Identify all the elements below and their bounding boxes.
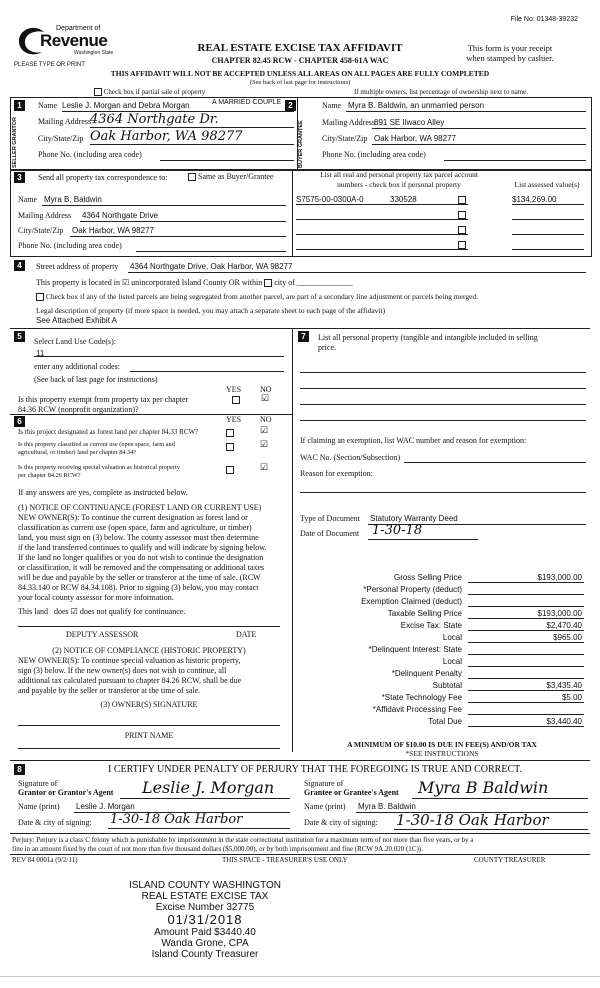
segregated-line: Check box if any of the listed parcels are being segregated from another parcel, are part of a secondary line adjustment or parcels being merged. xyxy=(36,292,478,301)
buyer-city[interactable]: Oak Harbor, WA 98277 xyxy=(374,134,456,143)
parcel-number-2[interactable]: 330528 xyxy=(390,195,417,204)
seller-grantor-label: SELLER GRANTOR xyxy=(12,117,18,168)
tax-row-label: Local xyxy=(442,657,462,666)
grantor-print-name[interactable]: Leslie J. Morgan xyxy=(76,802,135,811)
same-as-buyer-checkbox[interactable] xyxy=(188,173,196,181)
historic-yes-checkbox[interactable] xyxy=(226,466,234,474)
please-type: PLEASE TYPE OR PRINT xyxy=(14,62,85,68)
personal-property-checkbox-3[interactable] xyxy=(458,226,466,234)
correspondence-city[interactable]: Oak Harbor, WA 98277 xyxy=(72,226,154,235)
tax-row-value[interactable]: $193,000.00 xyxy=(537,573,582,582)
buyer-name[interactable]: Myra B. Baldwin, an unmarried person xyxy=(348,101,485,110)
segregated-checkbox[interactable] xyxy=(36,293,44,301)
tax-row-label: Excise Tax: State xyxy=(400,621,462,630)
seller-city[interactable]: Oak Harbor, WA 98277 xyxy=(90,129,243,144)
grantor-date-city[interactable]: 1-30-18 Oak Harbor xyxy=(110,812,243,827)
same-as-buyer-option[interactable]: Same as Buyer/Grantee xyxy=(188,172,274,181)
rev-number: REV 84 0001a (9/2/11) xyxy=(12,856,78,864)
tax-row-value[interactable]: $3,440.40 xyxy=(546,717,582,726)
tax-row-underline xyxy=(468,582,584,583)
personal-property-checkbox-1[interactable] xyxy=(458,196,466,204)
current-use-no-checkbox[interactable]: ☑ xyxy=(260,439,269,449)
exempt-yes-checkbox[interactable] xyxy=(232,396,240,404)
tax-row-label: Local xyxy=(442,633,462,642)
does-checkbox[interactable]: ☑ xyxy=(70,607,78,616)
forest-yes-checkbox[interactable] xyxy=(226,429,234,437)
parcel-number-1[interactable]: S7575-00-0300A-0 xyxy=(296,195,364,204)
document-date[interactable]: 1-30-18 xyxy=(372,523,423,538)
forest-no-checkbox[interactable]: ☑ xyxy=(260,425,269,435)
city-checkbox[interactable] xyxy=(264,279,272,287)
document-type[interactable]: Statutory Warranty Deed xyxy=(370,514,458,523)
location-line: This property is located in ☑ unincorporated Island County OR within city of ______________ xyxy=(36,278,353,287)
minimum-fee-note: A MINIMUM OF $10.00 IS DUE IN FEE(S) AND/OR TAX xyxy=(347,740,537,749)
tax-row-label: *Personal Property (deduct) xyxy=(363,585,462,594)
tax-row-value[interactable]: $3,435.40 xyxy=(546,681,582,690)
tax-row-label: *Delinquent Penalty xyxy=(391,669,462,678)
grantor-signature[interactable]: Leslie J. Morgan xyxy=(142,778,275,797)
tax-row-label: Subtotal xyxy=(432,681,462,690)
exempt-no-checkbox[interactable]: ☑ xyxy=(261,393,270,403)
tax-row-underline xyxy=(468,726,584,727)
perjury-line-1: Perjury: Perjury is a class C felony which is punishable by imprisonment in the state correctional institution for a maximum term of not more than five years, or by a xyxy=(12,836,474,844)
buyer-grantee-label: BUYER GRANTEE xyxy=(298,120,304,168)
revenue-logo: Department of Revenue Washington State xyxy=(14,22,124,62)
tax-row-underline xyxy=(468,678,584,679)
tax-row-value[interactable]: $5.00 xyxy=(561,693,582,702)
grantee-signature[interactable]: Myra B Baldwin xyxy=(418,778,549,797)
tax-row-underline xyxy=(468,702,584,703)
tax-row-underline xyxy=(468,654,584,655)
perjury-line-2: fine in an amount fixed by the court of not more than five thousand dollars ($5,000.00), or by both imprisonment and fine (RCW 9A.20.020 (1C)). xyxy=(12,845,423,853)
grantee-print-name[interactable]: Myra B. Baldwin xyxy=(358,802,416,811)
current-use-yes-checkbox[interactable] xyxy=(226,443,234,451)
buyer-mailing[interactable]: 891 SE Ilwaco Alley xyxy=(374,118,445,127)
historic-no-checkbox[interactable]: ☑ xyxy=(260,462,269,472)
assessed-value-1[interactable]: $134,269.00 xyxy=(512,195,557,204)
partial-sale-checkbox[interactable] xyxy=(94,88,102,96)
tax-row-label: Taxable Selling Price xyxy=(387,609,462,618)
unincorporated-checkbox[interactable]: ☑ xyxy=(121,278,130,287)
seller-mailing[interactable]: 4364 Northgate Dr. xyxy=(90,112,219,127)
tax-row-underline xyxy=(468,630,584,631)
tax-row-underline xyxy=(468,666,584,667)
legal-description[interactable]: See Attached Exhibit A xyxy=(36,316,117,325)
continuance-line: This land does ☑ does not qualify for continuance. xyxy=(18,607,186,616)
form-subtitle: CHAPTER 82.45 RCW - CHAPTER 458-61A WAC xyxy=(211,56,389,65)
tax-row-underline xyxy=(468,690,584,691)
tax-row-underline xyxy=(468,594,584,595)
tax-row-label: *Affidavit Processing Fee xyxy=(372,705,462,714)
tax-row-underline xyxy=(468,606,584,607)
not-accepted-warning: THIS AFFIDAVIT WILL NOT BE ACCEPTED UNLESS ALL AREAS ON ALL PAGES ARE FULLY COMPLETED xyxy=(110,69,490,78)
tax-row-label: Exemption Claimed (deduct) xyxy=(361,597,462,606)
tax-row-underline xyxy=(468,642,584,643)
tax-row-label: Gross Selling Price xyxy=(393,573,462,582)
correspondence-mailing[interactable]: 4364 Northgate Drive xyxy=(82,211,159,220)
file-number: File No: 01348-39232 xyxy=(510,16,578,23)
personal-property-checkbox-2[interactable] xyxy=(458,211,466,219)
form-title: REAL ESTATE EXCISE TAX AFFIDAVIT xyxy=(197,42,403,54)
certify-statement: I CERTIFY UNDER PENALTY OF PERJURY THAT THE FOREGOING IS TRUE AND CORRECT. xyxy=(108,764,522,775)
grantee-date-city[interactable]: 1-30-18 Oak Harbor xyxy=(396,811,549,829)
seller-name[interactable]: Leslie J. Morgan and Debra Morgan xyxy=(62,101,190,110)
correspondence-name[interactable]: Myra B. Baldwin xyxy=(44,195,102,204)
property-street-address[interactable]: 4364 Northgate Drive, Oak Harbor, WA 98277 xyxy=(130,262,293,271)
tax-row-label: *State Technology Fee xyxy=(381,693,462,702)
tax-row-label: *Delinquent Interest: State xyxy=(368,645,462,654)
land-use-code[interactable]: 11 xyxy=(36,349,45,358)
personal-property-checkbox-4[interactable] xyxy=(458,241,466,249)
tax-row-underline xyxy=(468,714,584,715)
tax-row-value[interactable]: $965.00 xyxy=(553,633,582,642)
tax-row-underline xyxy=(468,618,584,619)
partial-sale-checkbox-label[interactable]: Check box if partial sale of property xyxy=(94,88,205,96)
treasurer-stamp: ISLAND COUNTY WASHINGTON REAL ESTATE EXCISE TAX Excise Number 32775 01/31/2018 Amount Paid $3440.40 Wanda Grone, CPA Island County Treasurer xyxy=(128,880,282,960)
tax-row-value[interactable]: $2,470.40 xyxy=(546,621,582,630)
tax-row-label: Total Due xyxy=(428,717,462,726)
seller-name-extra: A MARRIED COUPLE xyxy=(212,99,282,106)
tax-row-value[interactable]: $193,000.00 xyxy=(537,609,582,618)
